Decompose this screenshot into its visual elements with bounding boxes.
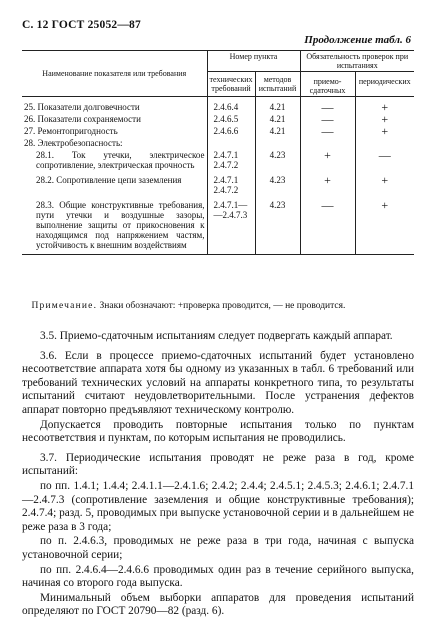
- table-row: 28.2. Сопротивление цепи заземления 2.4.7.1 2.4.7.2 4.23 + +: [22, 171, 414, 196]
- page-header: С. 12 ГОСТ 25052—87: [22, 19, 141, 31]
- col-periodic-header: периодических: [355, 76, 414, 97]
- table-row: 26. Показатели сохраняемости 2.4.6.5 4.21 — +: [22, 113, 414, 125]
- requirements-table: [22, 50, 414, 255]
- paragraph: 3.7. Периодические испытания проводят не реже раза в год, кроме испытаний:: [22, 451, 414, 478]
- table-note: [22, 300, 414, 312]
- col-name-header: Наименование показателя или требования: [22, 51, 207, 97]
- note-label: Примечание.: [31, 301, 98, 311]
- col-accept-header: приемо-сдаточных: [300, 76, 355, 97]
- col-number-header: Номер пункта: [207, 51, 300, 72]
- col-methods-header: методов испытаний: [255, 72, 300, 97]
- paragraph: Допускается проводить повторные испытания только по пунктам несоответствия и пунктам, по которым испытания не проводились.: [22, 418, 414, 445]
- document-body: [22, 330, 414, 620]
- paragraph: по п. 2.4.6.3, проводимых не реже раза в три года, начиная с выпуска установочной серии;: [22, 535, 414, 561]
- note-text: Знаки обозначают: +проверка проводится, — не проводится.: [99, 301, 346, 311]
- paragraph: 3.6. Если в процессе приемо-сдаточных испытаний будет установлено несоответствие аппарата хотя бы одному из указанных в табл. 6 требований или требований технических условий на аппараты конкретного типа, то результаты испытаний считают неудовлетворительными. После устранения дефектов аппарат повторно предъявляют техническому контролю.: [22, 349, 414, 416]
- table-row: 25. Показатели долговечности 2.4.6.4 4.21 — +: [22, 97, 414, 114]
- paragraph: 3.5. Приемо-сдаточным испытаниям следует подвергать каждый аппарат.: [40, 330, 393, 342]
- table-continuation-label: Продолжение табл. 6: [304, 34, 411, 46]
- col-mandatory-header: Обязательность проверок при испытаниях: [300, 51, 414, 72]
- col-tech-header: технических требований: [207, 72, 255, 97]
- paragraph: по пп. 1.4.1; 1.4.4; 2.4.1.1—2.4.1.6; 2.4.2; 2.4.4; 2.4.5.1; 2.4.5.3; 2.4.6.1; 2.4.7.1—2.4.7.3 (сопротивление заземления и общие конструктивные требования); 2.4.7.4; разд. 5, проводимых при выпуске установочной серии и в дальнейшем не реже раза в 3 года;: [22, 479, 414, 533]
- paragraph: по пп. 2.4.6.4—2.4.6.6 проводимых один раз в течение серийного выпуска, начиная со второго года выпуска.: [22, 563, 414, 590]
- table-row: 28. Электробезопасность:: [22, 137, 414, 149]
- table-row: 28.3. Общие конструктивные требования, пути утечки и воздушные зазоры, выполнение защиты от прикосновения к находящимся под напряжением частям, устойчивость к внешним воздействиям 2.4.7.1— —2.4.7.3 4.23 — +: [22, 196, 414, 255]
- table-row: 27. Ремонтопригодность 2.4.6.6 4.21 — +: [22, 125, 414, 137]
- table-row: 28.1. Ток утечки, электрическое сопротивление, электрическая прочность 2.4.7.1 2.4.7.2 4.23 + —: [22, 149, 414, 171]
- paragraph: Минимальный объем выборки аппаратов для проведения испытаний определяют по ГОСТ 20790—82 (разд. 6).: [22, 591, 414, 618]
